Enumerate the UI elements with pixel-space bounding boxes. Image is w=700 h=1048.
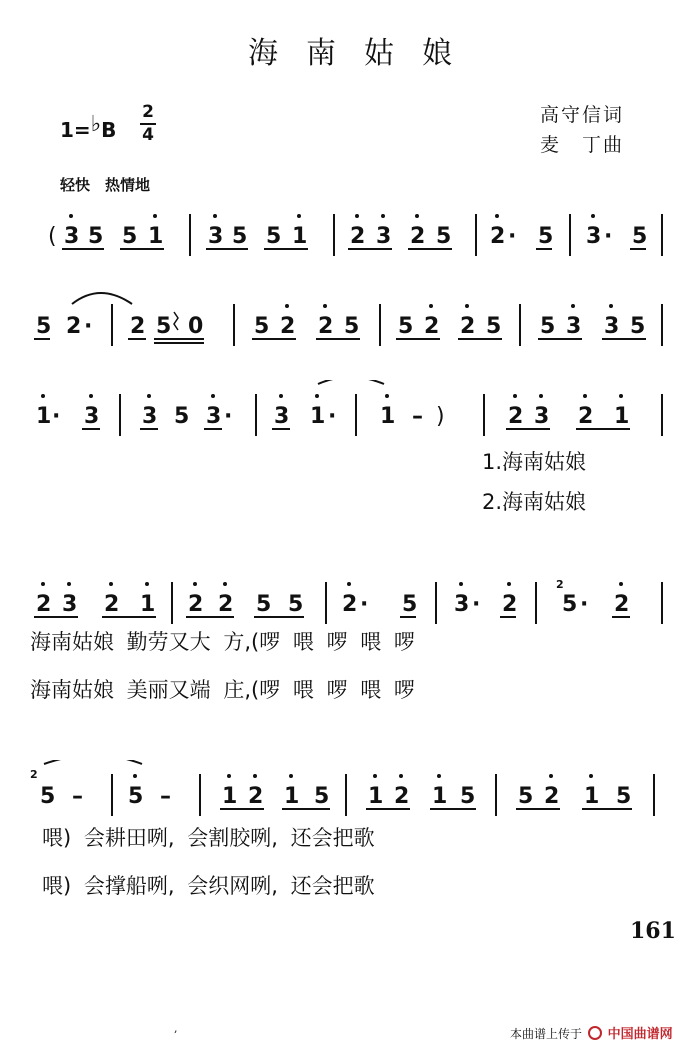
svg-text:2: 2 bbox=[350, 224, 366, 249]
svg-text:5: 5 bbox=[398, 314, 414, 339]
svg-text:3: 3 bbox=[566, 314, 582, 339]
key-prefix: 1= bbox=[60, 118, 91, 142]
staff-line-4 bbox=[0, 568, 700, 628]
svg-text:2: 2 bbox=[394, 784, 410, 809]
svg-text:2: 2 bbox=[130, 314, 146, 339]
song-title: 海南姑娘 bbox=[248, 36, 480, 71]
svg-text:2: 2 bbox=[614, 592, 630, 617]
svg-text:2: 2 bbox=[318, 314, 334, 339]
svg-text:1: 1 bbox=[148, 224, 164, 249]
svg-text:5: 5 bbox=[256, 592, 272, 617]
svg-text:1: 1 bbox=[584, 784, 600, 809]
svg-text:·: · bbox=[52, 404, 61, 429]
svg-text:5: 5 bbox=[156, 314, 172, 339]
staff-5-svg bbox=[0, 760, 700, 820]
svg-text:1: 1 bbox=[140, 592, 156, 617]
meter-top: 2 bbox=[142, 102, 154, 122]
intro-lyric-verse1: 1.海南姑娘 bbox=[482, 450, 587, 474]
svg-text:·: · bbox=[580, 592, 589, 617]
staff-4-svg bbox=[0, 568, 700, 628]
staff-3-svg bbox=[0, 380, 700, 440]
svg-text:–: – bbox=[72, 784, 83, 809]
svg-text:1: 1 bbox=[432, 784, 448, 809]
svg-text:5: 5 bbox=[562, 592, 578, 617]
svg-text:5: 5 bbox=[174, 404, 190, 429]
svg-text:–: – bbox=[160, 784, 171, 809]
lyric-block1-verse2: 海南姑娘 美丽又端 庄,(啰 喂 啰 喂 啰 bbox=[30, 678, 415, 702]
svg-text:1: 1 bbox=[284, 784, 300, 809]
svg-text:5: 5 bbox=[538, 224, 554, 249]
svg-text:1: 1 bbox=[36, 404, 52, 429]
svg-text:5: 5 bbox=[518, 784, 534, 809]
page-number: 161 bbox=[630, 918, 676, 944]
svg-text:1: 1 bbox=[614, 404, 630, 429]
lyric-block1-verse1: 海南姑娘 勤劳又大 方,(啰 喂 啰 喂 啰 bbox=[30, 630, 415, 654]
svg-text:5: 5 bbox=[616, 784, 632, 809]
svg-text:3: 3 bbox=[376, 224, 392, 249]
svg-text:3: 3 bbox=[274, 404, 290, 429]
footer-brand[interactable]: 中国曲谱网 bbox=[607, 1027, 673, 1042]
svg-text:2: 2 bbox=[460, 314, 476, 339]
staff-line-5 bbox=[0, 760, 700, 820]
svg-text:·: · bbox=[472, 592, 481, 617]
svg-text:3: 3 bbox=[534, 404, 550, 429]
svg-text:5: 5 bbox=[436, 224, 452, 249]
source-footer bbox=[510, 1023, 673, 1042]
svg-text:3: 3 bbox=[62, 592, 78, 617]
lyricist: 高守信词 bbox=[540, 104, 625, 126]
svg-text:3: 3 bbox=[206, 404, 222, 429]
svg-text:5: 5 bbox=[254, 314, 270, 339]
svg-text:(: ( bbox=[48, 224, 57, 249]
svg-text:5: 5 bbox=[232, 224, 248, 249]
svg-text:5: 5 bbox=[486, 314, 502, 339]
svg-text:5: 5 bbox=[540, 314, 556, 339]
svg-text:1: 1 bbox=[368, 784, 384, 809]
key-tone: B bbox=[101, 118, 117, 142]
svg-text:3: 3 bbox=[586, 224, 602, 249]
svg-text:1: 1 bbox=[380, 404, 396, 429]
svg-text:5: 5 bbox=[344, 314, 360, 339]
svg-text:5: 5 bbox=[266, 224, 282, 249]
svg-text:3: 3 bbox=[142, 404, 158, 429]
tempo-marking: 轻快 热情地 bbox=[60, 176, 151, 194]
svg-text:·: · bbox=[224, 404, 233, 429]
svg-text:2: 2 bbox=[544, 784, 560, 809]
svg-text:2: 2 bbox=[36, 592, 52, 617]
svg-text:2: 2 bbox=[578, 404, 594, 429]
svg-text:2: 2 bbox=[30, 768, 38, 781]
svg-text:1: 1 bbox=[222, 784, 238, 809]
key-signature bbox=[60, 112, 116, 142]
time-signature bbox=[140, 103, 156, 145]
svg-text:·: · bbox=[508, 224, 517, 249]
staff-line-1 bbox=[0, 200, 700, 260]
svg-text:3: 3 bbox=[84, 404, 100, 429]
svg-text:2: 2 bbox=[508, 404, 524, 429]
svg-text:2: 2 bbox=[342, 592, 358, 617]
staff-2-svg bbox=[0, 290, 700, 350]
intro-lyric-verse2: 2.海南姑娘 bbox=[482, 490, 587, 514]
composer: 麦 丁曲 bbox=[540, 134, 625, 156]
svg-text:2: 2 bbox=[248, 784, 264, 809]
staff-line-3 bbox=[0, 380, 700, 440]
svg-text:·: · bbox=[328, 404, 337, 429]
svg-text:5: 5 bbox=[122, 224, 138, 249]
svg-text:·: · bbox=[84, 314, 93, 339]
footer-text: 本曲谱上传于 bbox=[510, 1027, 583, 1041]
svg-text:·: · bbox=[604, 224, 613, 249]
svg-text:1: 1 bbox=[310, 404, 326, 429]
svg-text:5: 5 bbox=[402, 592, 418, 617]
scan-mark: , bbox=[174, 1022, 178, 1035]
svg-text:5: 5 bbox=[630, 314, 646, 339]
svg-text:2: 2 bbox=[66, 314, 82, 339]
svg-text:0: 0 bbox=[188, 314, 204, 339]
staff-line-2 bbox=[0, 290, 700, 350]
credits bbox=[540, 100, 624, 160]
svg-text:1: 1 bbox=[292, 224, 308, 249]
svg-text:3: 3 bbox=[604, 314, 620, 339]
svg-text:5: 5 bbox=[36, 314, 52, 339]
flat-icon: ♭ bbox=[90, 112, 102, 137]
svg-text:2: 2 bbox=[490, 224, 506, 249]
svg-text:2: 2 bbox=[410, 224, 426, 249]
svg-text:2: 2 bbox=[188, 592, 204, 617]
svg-text:5: 5 bbox=[128, 784, 144, 809]
svg-text:3: 3 bbox=[208, 224, 224, 249]
svg-text:3: 3 bbox=[64, 224, 80, 249]
svg-text:2: 2 bbox=[104, 592, 120, 617]
svg-text:5: 5 bbox=[88, 224, 104, 249]
svg-text:5: 5 bbox=[314, 784, 330, 809]
lyric-block2-verse1: 喂) 会耕田咧, 会割胶咧, 还会把歌 bbox=[42, 826, 375, 850]
staff-1-svg bbox=[0, 200, 700, 260]
svg-text:2: 2 bbox=[424, 314, 440, 339]
svg-text:5: 5 bbox=[632, 224, 648, 249]
svg-text:–: – bbox=[412, 404, 423, 429]
svg-text:2: 2 bbox=[218, 592, 234, 617]
lyric-block2-verse2: 喂) 会撑船咧, 会织网咧, 还会把歌 bbox=[42, 874, 375, 898]
svg-text:2: 2 bbox=[556, 578, 564, 591]
svg-text:): ) bbox=[436, 404, 445, 429]
meter-bottom: 4 bbox=[142, 125, 154, 145]
site-logo-icon bbox=[588, 1026, 602, 1040]
svg-text:5: 5 bbox=[40, 784, 56, 809]
svg-text:3: 3 bbox=[454, 592, 470, 617]
svg-text:2: 2 bbox=[502, 592, 518, 617]
svg-text:5: 5 bbox=[288, 592, 304, 617]
svg-text:2: 2 bbox=[280, 314, 296, 339]
svg-text:·: · bbox=[360, 592, 369, 617]
svg-text:5: 5 bbox=[460, 784, 476, 809]
